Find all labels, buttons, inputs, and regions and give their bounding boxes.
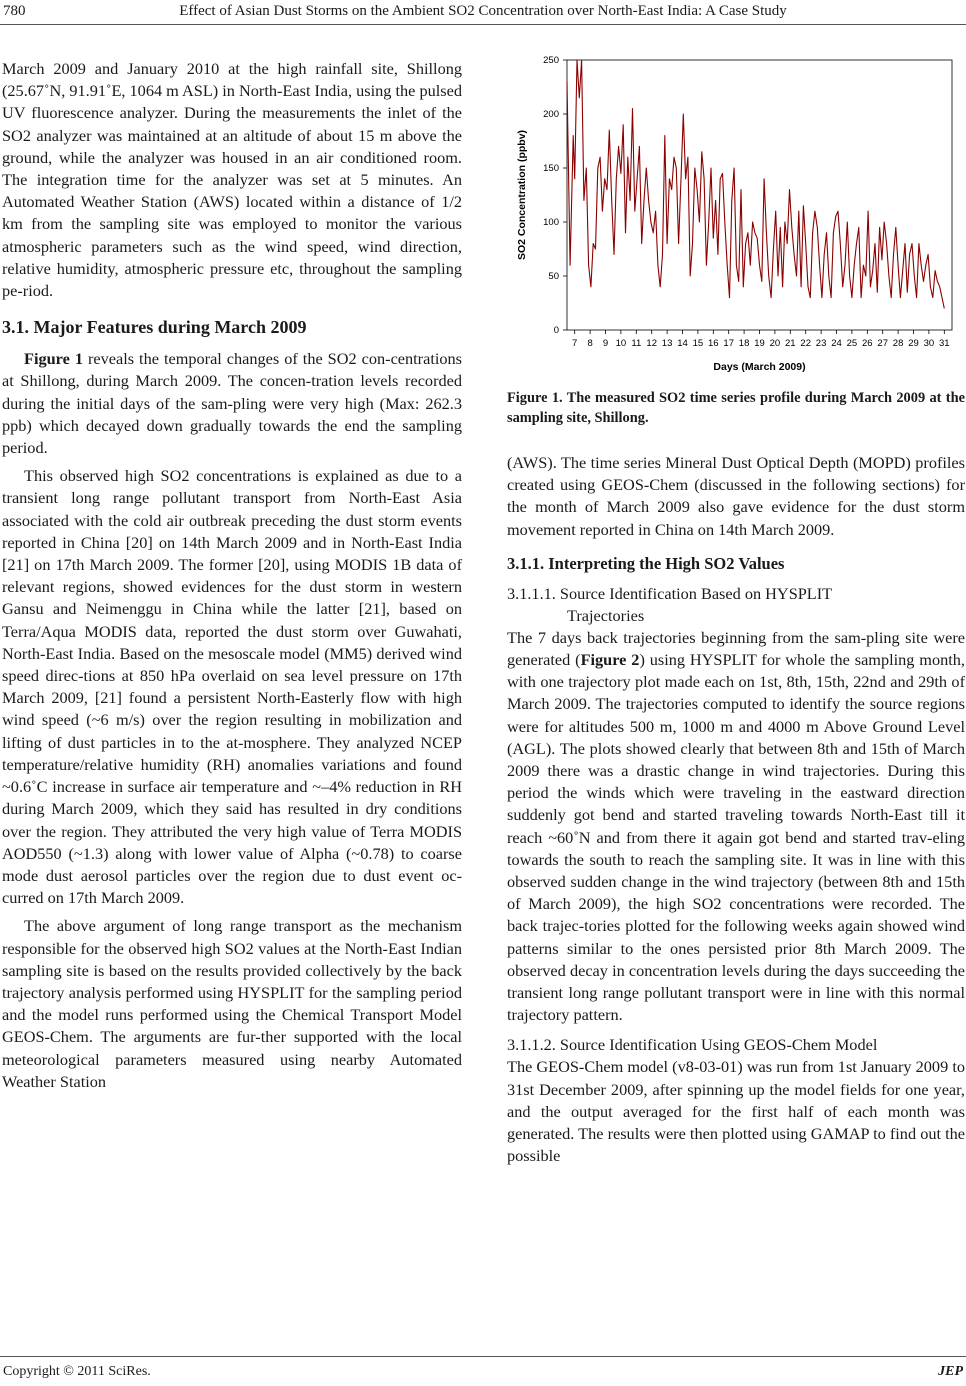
y-tick-label: 200 (543, 109, 559, 120)
page-number: 780 (3, 3, 26, 19)
x-tick-label: 18 (738, 338, 750, 349)
y-tick-label: 250 (543, 55, 559, 66)
x-axis-title: Days (March 2009) (713, 361, 806, 373)
x-tick-label: 20 (769, 338, 781, 349)
x-tick-label: 12 (646, 338, 657, 349)
paragraph-aws: (AWS). The time series Mineral Dust Optical Depth (MOPD) profiles created using GEOS-Chem (discussed in the following sections) for the month of March 2009 also gave evidence for the dust storm movement reported in China on 14th March 2009. (507, 453, 965, 539)
figure-1 (507, 50, 965, 380)
paragraph-figure-1 (2, 348, 462, 459)
x-tick-label: 9 (602, 338, 609, 349)
x-tick-label: 21 (785, 338, 796, 349)
footer-rule (0, 1356, 966, 1357)
x-tick-label: 8 (587, 338, 593, 349)
y-tick-label: 150 (543, 163, 559, 174)
header-rule (0, 24, 966, 25)
journal-abbreviation: JEP (938, 1364, 963, 1379)
figure-1-reference[interactable]: Figure 1 (24, 349, 83, 369)
x-tick-label: 19 (754, 338, 765, 349)
x-tick-label: 11 (631, 338, 642, 349)
paragraph-hysplit (507, 627, 965, 1027)
right-column (507, 452, 965, 1167)
x-tick-label: 26 (862, 338, 873, 349)
subsubsection-heading-hysplit (507, 583, 965, 627)
x-tick-label: 30 (923, 338, 935, 349)
x-tick-label: 15 (692, 338, 704, 349)
x-tick-label: 13 (661, 338, 673, 349)
paragraph-hysplit-text-a: The 7 days back trajectories beginning from the sam-pling site were generated ( (507, 627, 965, 670)
x-tick-label: 7 (572, 338, 578, 349)
y-axis-title: SO2 Concentration (ppbv) (516, 129, 528, 261)
left-column (2, 58, 462, 1093)
y-tick-label: 0 (553, 325, 559, 336)
paragraph-hysplit-text-b: ) using HYSPLIT for whole the sampling month, with one trajectory plot made each on 1st, 8th, 15th, 22nd and 29th of March 2009. The trajectories computed to identify the source regions were for altitudes 500 m, 1000 m and 4000 m Above Ground Level (AGL). The plots showed clearly that between 8th and 15th of March 2009 there was a drastic change in wind trajectories. During this period the winds which were traveling in the eastward direction suddenly got bend and started traveling towards North-East till it reach ~60˚N and from there it again got bend and started trav-eling towards the south to reach the sampling site. It was in line with this observed sudden change in the wind trajectory (between 8th and 15th of March 2009), the high SO2 concentrations were recorded. The back trajec-tories plotted for the following weeks again showed wind patterns similar to the ones persisted prior 8th March 2009. The observed decay in concentration levels during the days succeeding the transient long range pollutant transport were in line with this normal trajectory pattern. (507, 650, 965, 1025)
x-tick-label: 22 (800, 338, 811, 349)
x-tick-label: 24 (831, 338, 842, 349)
copyright-notice: Copyright © 2011 SciRes. (3, 1364, 151, 1379)
x-tick-label: 16 (708, 338, 719, 349)
x-tick-label: 23 (815, 338, 827, 349)
section-heading: 3.1. Major Features during March 2009 (2, 317, 307, 338)
x-tick-label: 10 (615, 338, 627, 349)
figure-2-reference[interactable]: Figure 2 (580, 650, 640, 670)
subsubsection-heading-hysplit-line1: 3.1.1.1. Source Identification Based on HYSPLIT (507, 583, 833, 603)
x-tick-label: 29 (908, 338, 919, 349)
x-tick-label: 27 (877, 338, 888, 349)
x-tick-label: 31 (939, 338, 950, 349)
subsubsection-heading-hysplit-line2: Trajectories (567, 605, 645, 625)
subsection-heading: 3.1.1. Interpreting the High SO2 Values (507, 553, 785, 573)
paragraph-long-range: The above argument of long range transport as the mechanism responsible for the observed high SO2 values at the North-East Indian sampling site is based on the results provided collectively by the back trajectory analysis performed using HYSPLIT for the sampling period and the model runs performed using the Chemical Transport Model GEOS-Chem. The arguments are fur-ther supported with the local meteorological parameters measured using nearby Automated Weather Station (2, 916, 462, 1091)
paragraph-figure-1-text: reveals the temporal changes of the SO2 con-centrations at Shillong, during March 2009. The concen-tration levels recorded during the initial days of the sam-pling were very high (Max: 262.3 ppb) which decayed down gradually towards the end the sampling period. (2, 349, 462, 458)
running-header (0, 2, 966, 22)
y-tick-label: 100 (543, 217, 559, 228)
x-tick-label: 28 (892, 338, 904, 349)
x-tick-label: 14 (677, 338, 688, 349)
x-tick-label: 25 (846, 338, 858, 349)
y-tick-label: 50 (548, 271, 559, 282)
paragraph-geos-chem: The GEOS-Chem model (v8-03-01) was run from 1st January 2009 to 31st December 2009, after spinning up the model fields for one year, and the output averaged for the first half of each month was generated. The results were then plotted using GAMAP to find out the possible (507, 1057, 965, 1166)
running-title: Effect of Asian Dust Storms on the Ambient SO2 Concentration over North-East India: A Case Study (179, 3, 787, 19)
intro-paragraph: March 2009 and January 2010 at the high rainfall site, Shillong (25.67˚N, 91.91˚E, 1064 m ASL) in North-East India, using the pulsed UV fluorescence analyzer. During the measurements the inlet of the SO2 analyzer was maintained at an altitude of about 15 m above the ground, while the analyzer was housed in an air conditioned room. The integration time for the analyzer was set at 5 minutes. An Automated Weather Station (AWS) located within a distance of 1/2 km from the sampling site was employed to monitor the various atmospheric parameters such as the wind speed, wind direction, relative humidity, atmospheric pressure etc, throughout the sampling pe-riod. (2, 59, 462, 301)
x-tick-label: 17 (723, 338, 734, 349)
so2-time-series-chart (507, 50, 965, 380)
paragraph-transport: This observed high SO2 concentrations is explained as due to a transient long range pollutant transport from North-East Asia associated with the cold air outbreak preceding the dust storm events reported in China [20] on 14th March 2009 and in North-East India [21] on 17th March 2009. The former [20], using MODIS 1B data of relevant regions, showed evidences for the dust storm in western Gansu and Neimenggu in China while the latter [21], based on Terra/Aqua MODIS data, reported the dust storm over Guwahati, North-East India. Based on the mesoscale model (MM5) derived wind speed direc-tions at 850 hPa overlaid on sea level pressure on 17th March 2009, [21] found a persistent North-Easterly flow with high wind speed (~6 m/s) over the region resulting in mobilization and lifting of dust particles in to the at-mosphere. They analyzed NCEP temperature/relative humidity (RH) anomalies variations and found ~0.6˚C increase in surface air temperature and ~–4% reduction in RH during March 2009, which they said has resulted in dry conditions over the region. They attributed the very high value of Terra MODIS AOD550 (~1.3) along with lower value of Alpha (~0.78) to coarse mode dust aerosol particles over the region due to dust event oc-curred on 17th March 2009. (2, 466, 462, 908)
figure-1-caption: Figure 1. The measured SO2 time series profile during March 2009 at the sampling site, Shillong. (507, 390, 965, 426)
subsubsection-heading-geos-chem: 3.1.1.2. Source Identification Using GEOS-Chem Model (507, 1035, 878, 1055)
